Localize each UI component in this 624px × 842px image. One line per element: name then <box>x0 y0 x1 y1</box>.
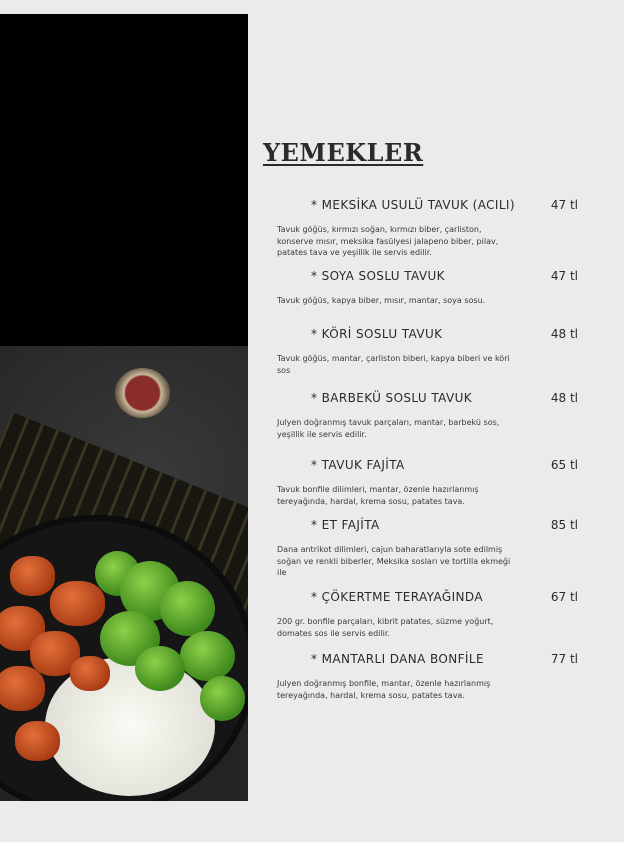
menu-item-name: * ET FAJİTA <box>311 518 380 532</box>
chicken <box>70 656 110 691</box>
menu-item-name: * TAVUK FAJİTA <box>311 458 405 472</box>
menu-item-description: Julyen doğranmış bonfile, mantar, özenle hazırlanmış tereyağında, hardal, krema sosu, patates tava. <box>277 679 491 700</box>
menu-item-description: Dana antrikot dilimleri, cajun baharatlarıyla sote edilmiş soğan ve renkli biberler, Meksika sosları ve tortilla ekmeği ile <box>277 545 511 577</box>
food-photo <box>0 14 248 801</box>
menu-item-description: Tavuk göğüs, kapya biber, mısır, mantar, soya sosu. <box>277 296 486 305</box>
menu-item-price: 67 tl <box>550 590 578 604</box>
menu-item-name: * SOYA SOSLU TAVUK <box>311 269 445 283</box>
broccoli <box>135 646 185 691</box>
menu-item-price: 48 tl <box>550 391 578 405</box>
menu-item-name: * ÇÖKERTME TERAYAĞINDA <box>311 590 483 604</box>
menu-item-name: * BARBEKÜ SOSLU TAVUK <box>311 391 473 405</box>
broccoli <box>160 581 215 636</box>
menu-item-description: Julyen doğranmış tavuk parçaları, mantar, barbekü sos, yeşillik ile servis edilir. <box>277 418 500 439</box>
menu-item-price: 77 tl <box>550 652 578 666</box>
menu-item-price: 47 tl <box>550 269 578 283</box>
chicken <box>10 556 55 596</box>
menu-item-description: Tavuk göğüs, kırmızı soğan, kırmızı biber, çarliston, konserve mısır, meksika fasülyesi jalapeno biber, pilav, patates tava ve yeşillik ile servis edilir. <box>277 225 499 257</box>
broccoli <box>200 676 245 721</box>
page-title: YEMEKLER <box>263 138 424 167</box>
menu-item-price: 47 tl <box>550 198 578 212</box>
broccoli <box>180 631 235 681</box>
menu-item-price: 85 tl <box>550 518 578 532</box>
menu-item-price: 48 tl <box>550 327 578 341</box>
menu-item-name: * KÖRİ SOSLU TAVUK <box>311 327 443 341</box>
photo-dark-table <box>0 346 248 801</box>
menu-item-description: Tavuk bonfile dilimleri, mantar, özenle hazırlanmış tereyağında, hardal, krema sosu, patates tava. <box>277 485 479 506</box>
pepper-jar <box>115 368 170 418</box>
chicken <box>50 581 105 626</box>
menu-item-name: * MANTARLI DANA BONFİLE <box>311 652 484 666</box>
menu-item-price: 65 tl <box>550 458 578 472</box>
chicken <box>0 666 45 711</box>
chicken <box>15 721 60 761</box>
menu-item-description: Tavuk göğüs, mantar, çarliston biberi, kapya biberi ve köri sos <box>277 354 510 375</box>
menu-item-name: * MEKSİKA USULÜ TAVUK (ACILI) <box>311 198 515 212</box>
menu-item-description: 200 gr. bonfile parçaları, kibrit patates, süzme yoğurt, domates sos ile servis edilir. <box>277 617 494 638</box>
